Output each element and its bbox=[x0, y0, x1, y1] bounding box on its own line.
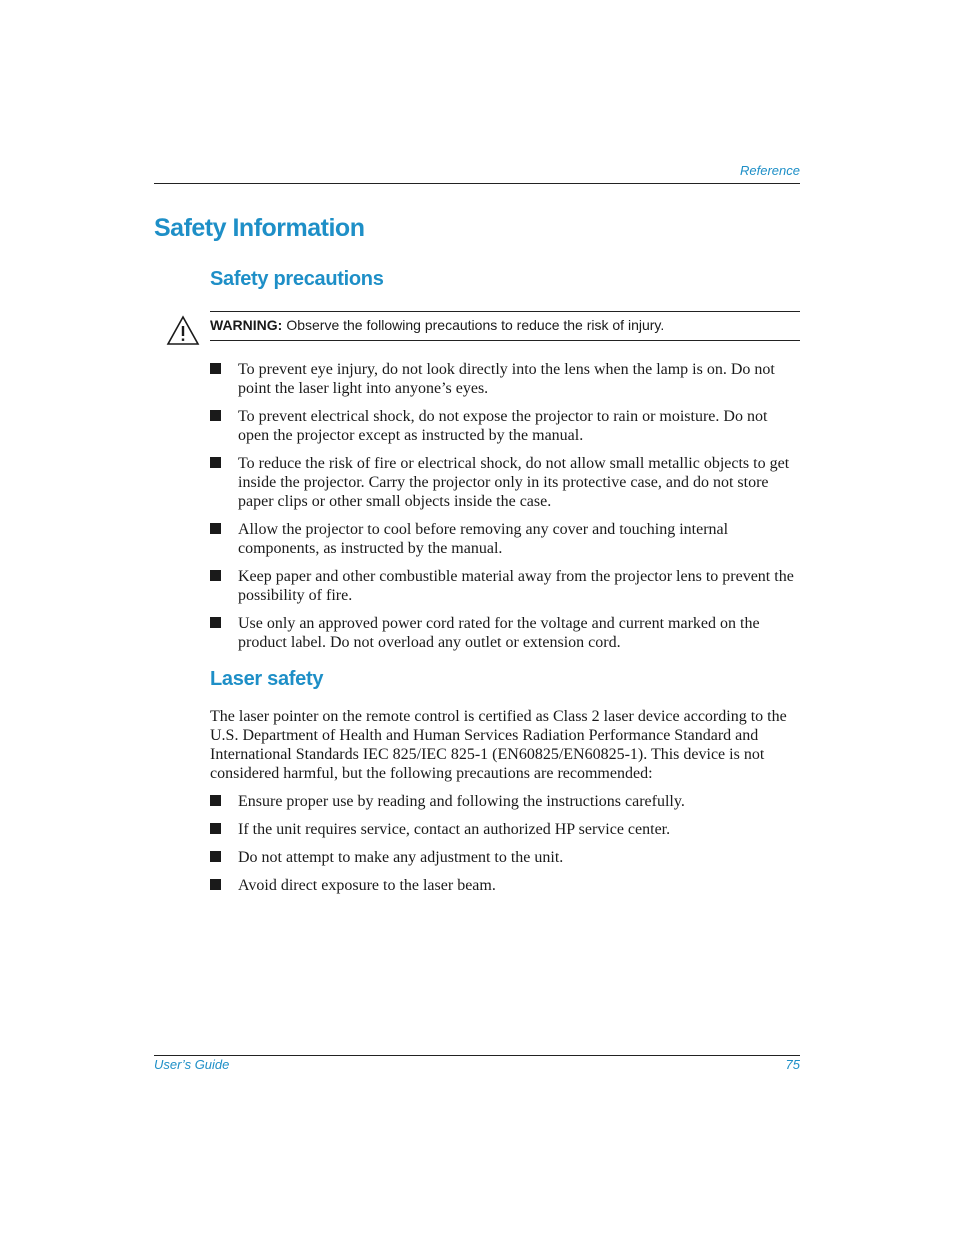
list-item-text: Allow the projector to cool before removing any cover and touching internal components, as instructed by the manual. bbox=[238, 521, 729, 557]
list-item bbox=[210, 820, 800, 839]
list-item-text: Do not attempt to make any adjustment to the unit. bbox=[238, 849, 564, 866]
list-item-text: To prevent electrical shock, do not expose the projector to rain or moisture. Do not open the projector except as instructed by the manual. bbox=[238, 408, 768, 444]
list-item-text: To prevent eye injury, do not look directly into the lens when the lamp is on. Do not point the laser light into anyone’s eyes. bbox=[238, 361, 775, 397]
page-number: 75 bbox=[785, 1057, 800, 1072]
list-item bbox=[210, 360, 800, 398]
bullet-square-icon bbox=[210, 570, 221, 581]
safety-precautions-list bbox=[210, 360, 800, 661]
list-item bbox=[210, 454, 800, 511]
list-item bbox=[210, 520, 800, 558]
list-item bbox=[210, 614, 800, 652]
bullet-square-icon bbox=[210, 523, 221, 534]
list-item bbox=[210, 792, 800, 811]
list-item-text: Ensure proper use by reading and following the instructions carefully. bbox=[238, 793, 685, 810]
footer-rule bbox=[154, 1055, 800, 1056]
warning-box bbox=[210, 311, 800, 341]
list-item bbox=[210, 567, 800, 605]
list-item bbox=[210, 407, 800, 445]
list-item-text: Avoid direct exposure to the laser beam. bbox=[238, 877, 496, 894]
page-header-section: Reference bbox=[740, 163, 800, 178]
bullet-square-icon bbox=[210, 823, 221, 834]
header-rule bbox=[154, 183, 800, 184]
list-item-text: Keep paper and other combustible material away from the projector lens to prevent the possibility of fire. bbox=[238, 568, 794, 604]
bullet-square-icon bbox=[210, 617, 221, 628]
bullet-square-icon bbox=[210, 410, 221, 421]
bullet-square-icon bbox=[210, 457, 221, 468]
bullet-square-icon bbox=[210, 795, 221, 806]
list-item-text: If the unit requires service, contact an authorized HP service center. bbox=[238, 821, 671, 838]
warning-message: Observe the following precautions to reduce the risk of injury. bbox=[286, 317, 665, 333]
page-title: Safety Information bbox=[154, 214, 365, 242]
laser-safety-intro: The laser pointer on the remote control is certified as Class 2 laser device according to the U.S. Department of Health and Human Services Radiation Performance Standard and International Standards IEC 825/IEC 825-1 (EN60825/EN60825-1). This device is not considered harmful, but the following precautions are recommended: bbox=[210, 708, 787, 782]
list-item-text: To reduce the risk of fire or electrical shock, do not allow small metallic objects to get inside the projector. Carry the projector only in its protective case, and do not store paper clips or other small objects inside the case. bbox=[238, 455, 790, 510]
laser-safety-heading: Laser safety bbox=[210, 668, 324, 690]
safety-precautions-heading: Safety precautions bbox=[210, 268, 384, 290]
bullet-square-icon bbox=[210, 851, 221, 862]
list-item bbox=[210, 848, 800, 867]
bullet-square-icon bbox=[210, 363, 221, 374]
warning-text bbox=[210, 317, 664, 333]
footer-guide-title: User’s Guide bbox=[154, 1057, 230, 1072]
laser-safety-list bbox=[210, 792, 800, 904]
list-item bbox=[210, 876, 800, 895]
bullet-square-icon bbox=[210, 879, 221, 890]
warning-label: WARNING: bbox=[210, 317, 283, 333]
warning-triangle-icon bbox=[166, 315, 200, 346]
list-item-text: Use only an approved power cord rated for the voltage and current marked on the product label. Do not overload any outlet or extension cord. bbox=[238, 615, 760, 651]
